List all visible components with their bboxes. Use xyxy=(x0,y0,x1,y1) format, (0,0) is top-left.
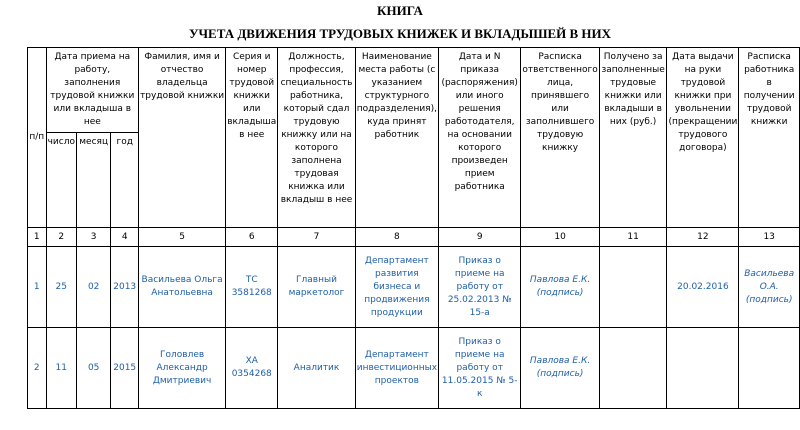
col-number: 9 xyxy=(439,228,521,247)
header-order: Дата и N приказа (распоряжения) или иного решения работодателя, на основании которого произведен прием работника xyxy=(439,48,521,228)
col-number: 1 xyxy=(28,228,47,247)
hire-year: 2013 xyxy=(111,247,139,328)
header-workplace: Наименование места работы (с указанием структурного подразделения), куда принят работник xyxy=(355,48,438,228)
order: Приказ о приеме на работу от 25.02.2013 № 15-а xyxy=(439,247,521,328)
book-series: ХА 0354268 xyxy=(226,328,278,409)
position: Главный маркетолог xyxy=(278,247,355,328)
header-hire-date: Дата приема на работу, заполнения трудовой книжки или вкладыша в нее xyxy=(46,48,138,133)
col-number: 7 xyxy=(278,228,355,247)
header-name: Фамилия, имя и отчество владельца трудовой книжки xyxy=(139,48,226,228)
hire-year: 2015 xyxy=(111,328,139,409)
header-paid: Получено за заполненные трудовые книжки или вкладыши в них (руб.) xyxy=(599,48,667,228)
col-number: 8 xyxy=(355,228,438,247)
row-number: 2 xyxy=(28,328,47,409)
issue-date: 20.02.2016 xyxy=(667,247,739,328)
table-row xyxy=(28,247,800,328)
hire-day: 25 xyxy=(46,247,76,328)
header-position: Должность, профессия, специальность работника, который сдал трудовую книжку или на которого заполнена трудовая книжка или вкладыш в нее xyxy=(278,48,355,228)
workplace: Департамент развития бизнеса и продвижения продукции xyxy=(355,247,438,328)
paid xyxy=(599,328,667,409)
order: Приказ о приеме на работу от 11.05.2015 № 5-к xyxy=(439,328,521,409)
header-row xyxy=(28,48,800,133)
owner-name: Головлев Александр Дмитриевич xyxy=(139,328,226,409)
col-number: 13 xyxy=(739,228,800,247)
book-title: КНИГА xyxy=(377,3,423,18)
hire-month: 02 xyxy=(76,247,110,328)
records-table xyxy=(27,47,800,409)
column-numbers-row xyxy=(28,228,800,247)
col-number: 2 xyxy=(46,228,76,247)
header-series: Серия и номер трудовой книжки или вкладыша в нее xyxy=(226,48,278,228)
header-day: число xyxy=(46,133,76,228)
col-number: 11 xyxy=(599,228,667,247)
col-number: 10 xyxy=(521,228,599,247)
header-issue-date: Дата выдачи на руки трудовой книжки при увольнении (прекращении трудового договора) xyxy=(667,48,739,228)
col-number: 5 xyxy=(139,228,226,247)
owner-name: Васильева Ольга Анатольевна xyxy=(139,247,226,328)
responsible-receipt: Павлова Е.К. (подпись) xyxy=(521,328,599,409)
col-number: 3 xyxy=(76,228,110,247)
col-number: 6 xyxy=(226,228,278,247)
paid xyxy=(599,247,667,328)
header-responsible-receipt: Расписка ответственного лица, принявшего или заполнившего трудовую книжку xyxy=(521,48,599,228)
issue-date xyxy=(667,328,739,409)
table-row xyxy=(28,328,800,409)
header-worker-receipt: Расписка работника в получении трудовой книжки xyxy=(739,48,800,228)
hire-month: 05 xyxy=(76,328,110,409)
hire-day: 11 xyxy=(46,328,76,409)
col-number: 12 xyxy=(667,228,739,247)
book-subtitle: УЧЕТА ДВИЖЕНИЯ ТРУДОВЫХ КНИЖЕК И ВКЛАДЫШЕЙ В НИХ xyxy=(188,26,612,41)
header-month: месяц xyxy=(76,133,110,228)
worker-receipt xyxy=(739,328,800,409)
workplace: Департамент инвестиционных проектов xyxy=(355,328,438,409)
row-number: 1 xyxy=(28,247,47,328)
header-num: п/п xyxy=(28,48,47,228)
worker-receipt: Васильева О.А. (подпись) xyxy=(739,247,800,328)
position: Аналитик xyxy=(278,328,355,409)
header-year: год xyxy=(111,133,139,228)
book-series: ТС 3581268 xyxy=(226,247,278,328)
col-number: 4 xyxy=(111,228,139,247)
responsible-receipt: Павлова Е.К. (подпись) xyxy=(521,247,599,328)
